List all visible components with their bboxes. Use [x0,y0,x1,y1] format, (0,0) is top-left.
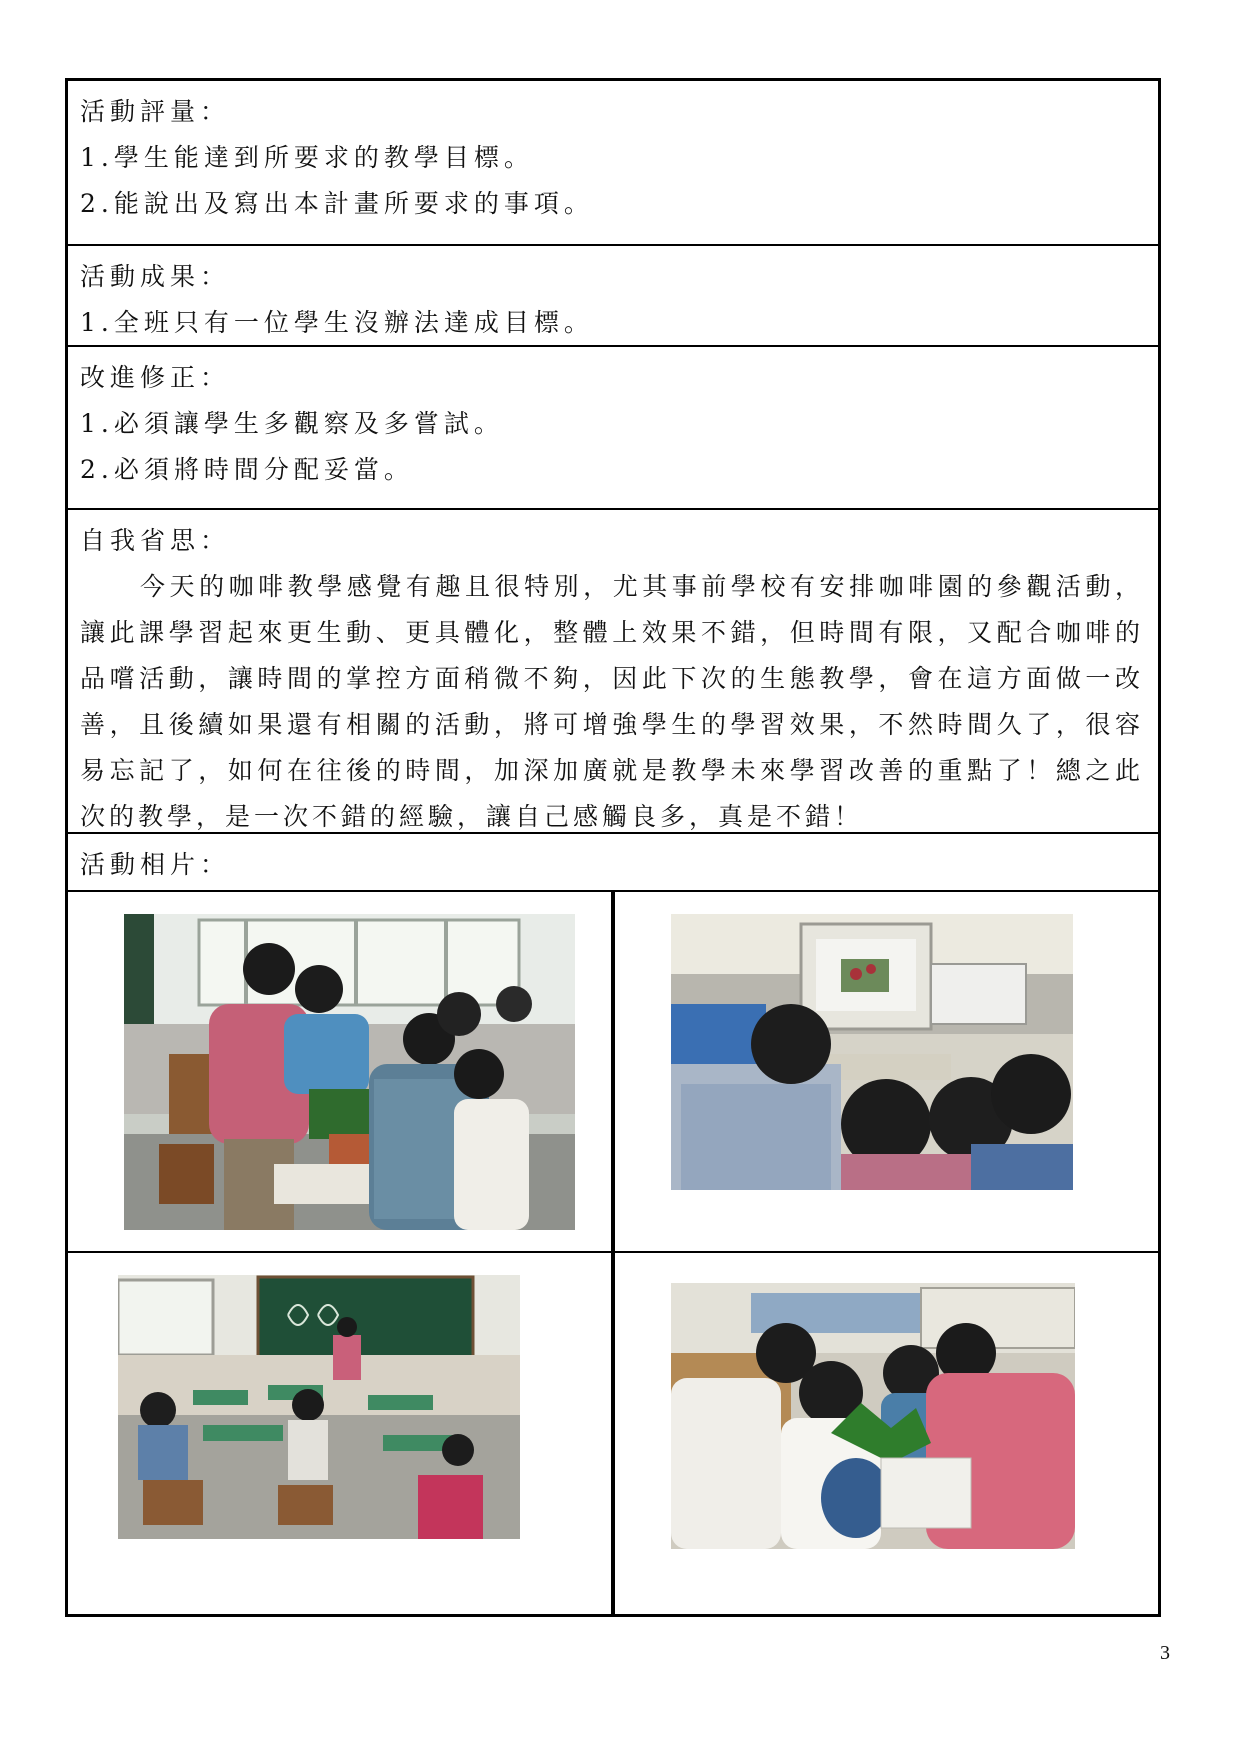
classroom-photo [671,914,1073,1190]
evaluation-item: 2.能說出及寫出本計畫所要求的事項。 [80,189,594,218]
reflection-body: 今天的咖啡教學感覺有趣且很特別，尤其事前學校有安排咖啡園的參觀活動，讓此課學習起來更生動、更具體化，整體上效果不錯，但時間有限，又配合咖啡的品嚐活動，讓時間的掌控方面稍微不夠，因此下次的生態教學，會在這方面做一改善，且後續如果還有相關的活動，將可增強學生的學習效果，不然時間久了，很容易忘記了，如何在往後的時間，加深加廣就是教學未來學習改善的重點了！總之此次的教學，是一次不錯的經驗，讓自己感觸良多，真是不錯！ [80,572,1144,831]
photos-heading-section [68,832,1158,890]
classroom-photo [124,914,575,1230]
improvement-item: 1.必須讓學生多觀察及多嘗試。 [80,409,504,438]
photo-cell [68,1253,615,1614]
reflection-section [68,508,1158,832]
evaluation-item: 1.學生能達到所要求的教學目標。 [80,143,534,172]
evaluation-section [68,81,1158,244]
results-item: 1.全班只有一位學生沒辦法達成目標。 [80,308,594,337]
photo-cell [615,1253,1158,1614]
results-section [68,244,1158,345]
improvement-section [68,345,1158,508]
classroom-photo [118,1275,520,1539]
page-number: 3 [1160,1642,1170,1664]
photo-cell [615,892,1158,1253]
photo-grid [68,890,1158,1614]
classroom-photo [671,1283,1075,1549]
reflection-heading: 自我省思： [80,526,231,555]
photo-cell [68,892,615,1253]
improvement-item: 2.必須將時間分配妥當。 [80,455,414,484]
report-table [65,78,1161,1617]
evaluation-heading: 活動評量： [80,97,231,126]
photos-heading: 活動相片： [80,850,231,879]
improvement-heading: 改進修正： [80,363,231,392]
results-heading: 活動成果： [80,262,231,291]
